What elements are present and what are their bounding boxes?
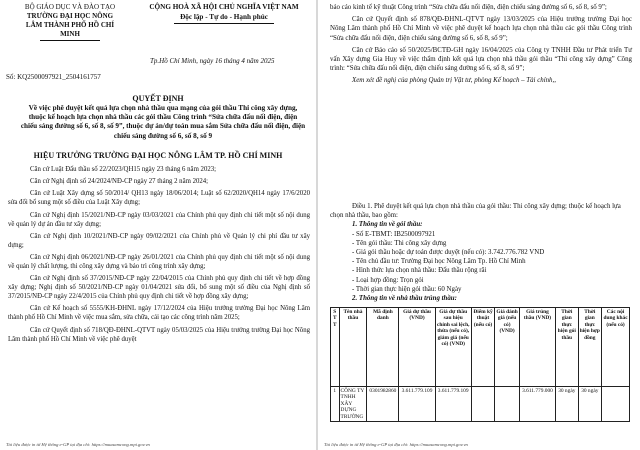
package-item: - Loại hợp đồng: Trọn gói	[352, 276, 424, 284]
winning-contractor-table	[330, 307, 630, 422]
table-header-cell: Giá đánh giá (nếu có) (VND)	[495, 308, 520, 387]
legal-basis: Căn cứ Quyết định số 718/QĐ-ĐHNL-QTVT ngày 05/03/2025 của Hiệu trưởng trường Đại học Nông Lâm thành phố Hồ Chí Minh về việc phê duyệt	[8, 326, 310, 343]
university-line-1: TRƯỜNG ĐẠI HỌC NÔNG	[26, 12, 114, 20]
bid-price: 3.611.779.109	[399, 387, 435, 422]
table-header-cell: Các nội dung khác (nếu có)	[602, 308, 630, 387]
decision-subject: Về việc phê duyệt kết quả lựa chọn nhà thầu qua mạng của gói thầu Thi công xây dựng, thuộc kế hoạch lựa chọn nhà thầu các gói thầu Công trình “Sửa chữa đấu nối điện, điện chiếu sáng đường số 6, số 8, số 9”, thuộc dự án/dự toán mua sắm Sửa chữa đấu nối điện, điện chiếu sáng đường số 6, số 8, số 9	[20, 104, 306, 140]
header-underline	[40, 40, 100, 41]
proposal-note: Xem xét đề nghị của phòng Quản trị Vật tư, phòng Kế hoạch – Tài chính,,	[352, 77, 556, 85]
table-header-cell: Giá dự thầu (VND)	[399, 308, 435, 387]
package-item: - Giá gói thầu hoặc dự toán được duyệt (nếu có): 3.742.776.782 VND	[352, 249, 545, 257]
nation-name: CỘNG HOÀ XÃ HỘI CHỦ NGHĨA VIỆT NAM	[149, 3, 299, 11]
legal-basis: Căn cứ Nghị định 10/2021/NĐ-CP ngày 09/02/2021 của Chính phủ về Quản lý chi phí đầu tư xây dựng;	[8, 232, 310, 249]
legal-basis: Căn cứ Báo cáo số 50/2025/BCTĐ-GH ngày 16/04/2025 của Công ty TNHH Đầu tư Phát triển Tư vấn Xây dựng Gia Huy về việc thẩm định kết quả lựa chọn nhà thầu gói thầu “Thi công xây dựng” Công trình: “Sửa chữa đấu nối điện, điện chiếu sáng đường số 6, số 8, số 9”;	[330, 46, 632, 73]
document-number: Số: KQ2500097921_2504161757	[6, 73, 101, 81]
ministry-name: BỘ GIÁO DỤC VÀ ĐÀO TẠO	[24, 3, 116, 11]
package-item: - Hình thức lựa chọn nhà thầu: Đấu thầu rộng rãi	[352, 267, 487, 275]
decision-title: QUYẾT ĐỊNH	[132, 94, 184, 103]
section-contractor-title: 2. Thông tin về nhà thầu trúng thầu:	[352, 295, 457, 303]
legal-basis: báo cáo kinh tế kỹ thuật Công trình “Sửa chữa đấu nối điện, điện chiếu sáng đường số 6, số 8, số 9”;	[330, 4, 607, 11]
package-duration: 30 ngày	[556, 387, 578, 422]
package-item: - Thời gian thực hiện gói thầu: 60 Ngày	[352, 285, 462, 293]
legal-basis: Căn cứ Nghị định số 37/2015/NĐ-CP ngày 22/04/2015 của Chính phủ quy định chi tiết về hợp đồng xây dựng; Nghị định số 50/2021/NĐ-CP ngày 01/04/2021 sửa đổi, bổ sung một số điều của Nghị định số 37/2015/NĐ-CP ngày 22/4/2015 của Chính phủ quy định chi tiết về hợp đồng xây dựng;	[8, 275, 310, 301]
legal-basis: Căn cứ Luật Đấu thầu số 22/2023/QH15 ngày 23 tháng 6 năm 2023;	[30, 166, 217, 173]
motto: Độc lập - Tự do - Hạnh phúc	[180, 12, 268, 21]
legal-bases-right	[330, 3, 632, 89]
table-header-cell: Thời gian thực hiện gói thầu	[556, 308, 578, 387]
article-1-lead: Điều 1. Phê duyệt kết quả lựa chọn nhà thầu của gói thầu: Thi công xây dựng; thuộc kế hoạch lựa chọn nhà thầu, bao gồm:	[330, 203, 621, 220]
contractor-name: CÔNG TY TNHH XÂY DỰNG TRƯỜNG	[339, 387, 367, 422]
legal-basis: Căn cứ Nghị định 06/2021/NĐ-CP ngày 26/01/2021 của Chính phủ quy định chi tiết một số nội dung về quản lý chất lượng, thi công xây dựng và bảo trì công trình xây dựng;	[8, 253, 310, 270]
footer-note-left: Tài liệu được in từ Hệ thống e-GP tại địa chỉ: https://muasamcong.mpi.gov.vn	[6, 442, 150, 447]
legal-basis: Căn cứ Kế hoạch số 5555/KH-ĐHNL ngày 17/12/2024 của Hiệu trưởng trường Đại học Nông Lâm thành phố Hồ Chí Minh về việc mua sắm, sửa chữa, cải tạo các công trình năm 2025;	[8, 305, 310, 322]
table-header-cell: Giá trúng thầu (VND)	[519, 308, 555, 387]
table-header-cell: Thời gian thực hiện hợp đồng	[578, 308, 602, 387]
legal-basis: Căn cứ Nghị định 15/2021/NĐ-CP ngày 03/03/2021 của Chính phủ quy định chi tiết một số nội dung về quản lý dự án đầu tư xây dựng;	[8, 211, 310, 228]
legal-bases-left	[8, 165, 310, 347]
other-content	[602, 387, 630, 422]
legal-basis: Căn cứ Luật Xây dựng số 50/2014/ QH13 ngày 18/06/2014; Luật số 62/2020/QH14 ngày 17/6/2020 sửa đổi bổ sung một số điều của Luật Xây dựng;	[8, 190, 310, 207]
table-header-cell: Điểm kỹ thuật (nếu có)	[471, 308, 495, 387]
adjusted-bid-price: 3.611.779.109	[435, 387, 471, 422]
package-item: - Tên chủ đầu tư: Trường Đại học Nông Lâm Tp. Hồ Chí Minh	[352, 258, 526, 266]
document-page-right	[318, 0, 640, 450]
package-item: - Số E-TBMT: IB2500097921	[352, 230, 436, 238]
evaluated-price	[495, 387, 520, 422]
row-number: 1	[331, 387, 340, 422]
contract-duration: 30 ngày	[578, 387, 602, 422]
issue-date: Tp.Hồ Chí Minh, ngày 16 tháng 4 năm 2025	[150, 57, 275, 65]
national-header	[136, 3, 312, 24]
legal-basis: Căn cứ Quyết định số 878/QĐ-ĐHNL-QTVT ngày 13/03/2025 của Hiệu trưởng trường Đại học Nông Lâm thành phố Hồ Chí Minh về việc phê duyệt kế hoạch lựa chọn nhà thầu các gói thầu Công trình “Sửa chữa đấu nối điện, điện chiếu sáng đường số 6, số 8, số 9”;	[330, 16, 632, 42]
article-1	[330, 202, 632, 303]
technical-score	[471, 387, 495, 422]
table-header-cell: Giá dự thầu sau hiệu chỉnh sai lệch, thừa (nếu có), giảm giá (nếu có) (VND)	[435, 308, 471, 387]
motto-underline	[174, 23, 274, 24]
university-line-3: MINH	[60, 30, 80, 38]
table-header-row	[331, 308, 630, 387]
winning-price: 3.611.779.000	[519, 387, 555, 422]
section-package-title: 1. Thông tin về gói thầu:	[352, 221, 423, 229]
table-row	[331, 387, 630, 422]
contractor-id: 0301982860	[367, 387, 399, 422]
table-header-cell: S T T	[331, 308, 340, 387]
footer-note-right: Tài liệu được in từ Hệ thống e-GP tại địa chỉ: https://muasamcong.mpi.gov.vn	[324, 442, 468, 447]
table-header-cell: Tên nhà thầu	[339, 308, 367, 387]
issuing-authority: HIỆU TRƯỞNG TRƯỜNG ĐẠI HỌC NÔNG LÂM TP. HỒ CHÍ MINH	[33, 151, 283, 160]
table-header-cell: Mã định danh	[367, 308, 399, 387]
document-page-left	[0, 0, 316, 450]
legal-basis: Căn cứ Nghị định số 24/2024/NĐ-CP ngày 27 tháng 2 năm 2024;	[30, 178, 209, 186]
university-line-2: LÂM THÀNH PHỐ HỒ CHÍ	[25, 21, 115, 29]
issuer-header	[10, 3, 130, 41]
package-item: - Tên gói thầu: Thi công xây dựng	[352, 239, 447, 247]
